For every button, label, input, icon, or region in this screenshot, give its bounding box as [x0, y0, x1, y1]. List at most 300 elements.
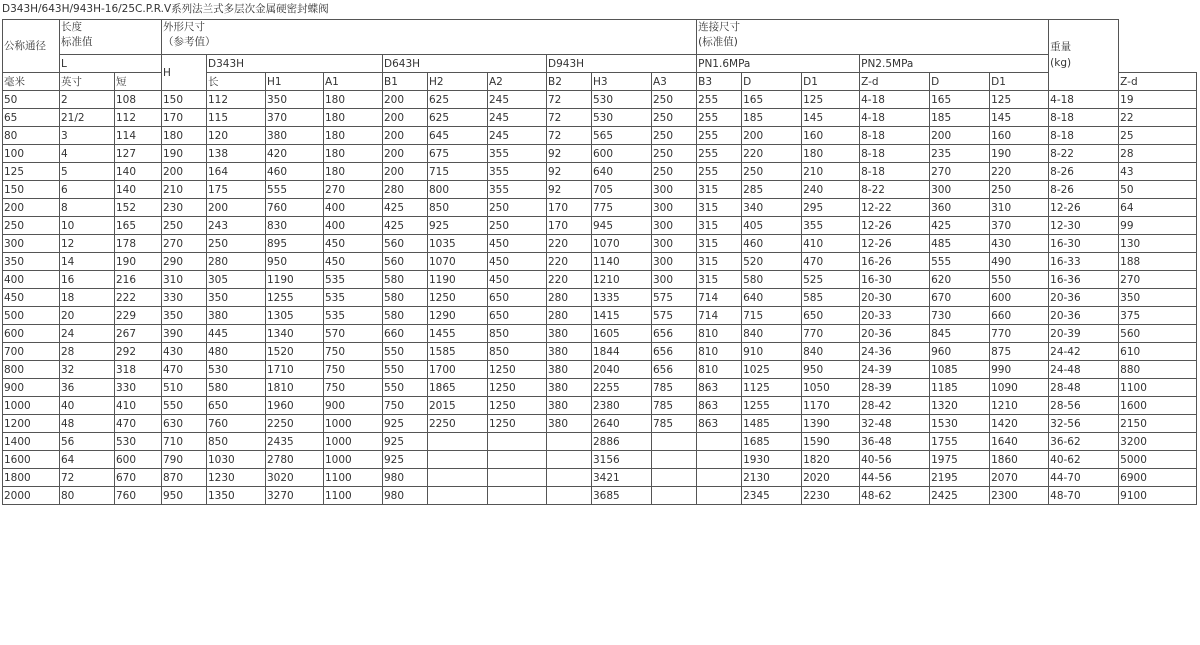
table-cell: 400	[3, 271, 60, 289]
table-cell: 200	[383, 163, 428, 181]
table-cell: 670	[115, 469, 162, 487]
table-cell: 750	[383, 397, 428, 415]
table-cell: 240	[802, 181, 860, 199]
table-cell: 565	[592, 127, 652, 145]
table-cell: 44-70	[1049, 469, 1119, 487]
table-cell: 24-42	[1049, 343, 1119, 361]
table-cell: 16-30	[860, 271, 930, 289]
table-cell: 670	[930, 289, 990, 307]
table-cell: 2000	[3, 487, 60, 505]
table-row	[3, 361, 1197, 379]
table-cell: 56	[60, 433, 115, 451]
table-cell: 863	[697, 415, 742, 433]
table-cell: 500	[3, 307, 60, 325]
table-cell: 650	[488, 307, 547, 325]
table-cell: 2300	[990, 487, 1049, 505]
table-cell	[697, 487, 742, 505]
table-row	[3, 145, 1197, 163]
table-cell: 1975	[930, 451, 990, 469]
table-cell	[428, 469, 488, 487]
header-pn25: PN2.5MPa	[860, 55, 1049, 73]
table-cell: 340	[742, 199, 802, 217]
table-cell: 210	[162, 181, 207, 199]
table-cell: 255	[697, 163, 742, 181]
table-cell	[488, 433, 547, 451]
table-cell: 292	[115, 343, 162, 361]
table-cell: 300	[652, 217, 697, 235]
table-row	[3, 289, 1197, 307]
table-cell: 610	[1119, 343, 1197, 361]
header-H3: H3	[592, 73, 652, 91]
table-cell: 1800	[3, 469, 60, 487]
table-body	[3, 91, 1197, 505]
header-D1-pn16: D1	[802, 73, 860, 91]
table-row	[3, 379, 1197, 397]
table-cell: 28-42	[860, 397, 930, 415]
table-cell: 20-36	[1049, 289, 1119, 307]
table-cell	[547, 469, 592, 487]
table-cell: 100	[3, 145, 60, 163]
table-cell: 220	[990, 163, 1049, 181]
table-cell: 250	[207, 235, 266, 253]
table-cell: 16-26	[860, 253, 930, 271]
table-cell: 1415	[592, 307, 652, 325]
table-cell: 40	[60, 397, 115, 415]
table-cell: 450	[488, 235, 547, 253]
table-cell: 445	[207, 325, 266, 343]
header-row-2	[3, 55, 1197, 73]
table-cell: 1320	[930, 397, 990, 415]
table-cell: 2250	[266, 415, 324, 433]
table-cell: 675	[428, 145, 488, 163]
table-cell: 910	[742, 343, 802, 361]
table-cell: 760	[266, 199, 324, 217]
table-cell: 760	[115, 487, 162, 505]
table-cell: 2435	[266, 433, 324, 451]
table-cell: 180	[802, 145, 860, 163]
table-row	[3, 127, 1197, 145]
table-cell: 845	[930, 325, 990, 343]
table-cell: 400	[324, 217, 383, 235]
header-A3: A3	[652, 73, 697, 91]
table-cell: 72	[547, 127, 592, 145]
table-cell: 243	[207, 217, 266, 235]
table-cell: 50	[3, 91, 60, 109]
table-cell: 1050	[802, 379, 860, 397]
table-cell: 300	[652, 253, 697, 271]
table-cell: 80	[3, 127, 60, 145]
table-cell: 2070	[990, 469, 1049, 487]
table-cell: 1255	[266, 289, 324, 307]
table-row	[3, 163, 1197, 181]
table-cell	[428, 433, 488, 451]
table-row	[3, 469, 1197, 487]
table-cell: 600	[990, 289, 1049, 307]
table-cell: 863	[697, 397, 742, 415]
table-cell: 2886	[592, 433, 652, 451]
table-cell: 1000	[324, 451, 383, 469]
table-cell: 1210	[592, 271, 652, 289]
table-cell	[697, 469, 742, 487]
table-cell	[547, 433, 592, 451]
table-cell: 785	[652, 415, 697, 433]
table-cell: 14	[60, 253, 115, 271]
table-cell: 925	[383, 451, 428, 469]
table-cell: 600	[592, 145, 652, 163]
table-cell: 900	[3, 379, 60, 397]
table-cell: 1085	[930, 361, 990, 379]
table-cell: 170	[547, 199, 592, 217]
table-cell: 700	[3, 343, 60, 361]
table-cell: 1860	[990, 451, 1049, 469]
table-cell: 28-39	[860, 379, 930, 397]
table-cell: 640	[742, 289, 802, 307]
table-cell: 255	[697, 109, 742, 127]
table-cell: 1420	[990, 415, 1049, 433]
table-cell: 315	[697, 271, 742, 289]
table-cell: 620	[930, 271, 990, 289]
table-cell: 180	[324, 109, 383, 127]
table-cell: 625	[428, 109, 488, 127]
header-long: 长	[207, 73, 266, 91]
table-cell	[697, 451, 742, 469]
table-cell: 1710	[266, 361, 324, 379]
table-cell: 2020	[802, 469, 860, 487]
table-cell: 250	[652, 127, 697, 145]
table-cell: 350	[1119, 289, 1197, 307]
table-cell: 1600	[1119, 397, 1197, 415]
table-cell: 4	[60, 145, 115, 163]
table-cell: 6	[60, 181, 115, 199]
table-cell: 1400	[3, 433, 60, 451]
table-cell: 50	[1119, 181, 1197, 199]
table-cell: 2425	[930, 487, 990, 505]
table-cell: 315	[697, 199, 742, 217]
table-cell: 775	[592, 199, 652, 217]
table-cell: 1600	[3, 451, 60, 469]
table-cell: 130	[1119, 235, 1197, 253]
table-cell: 180	[324, 145, 383, 163]
table-cell: 200	[3, 199, 60, 217]
header-A2: A2	[488, 73, 547, 91]
header-length: 长度 标准值	[60, 20, 162, 55]
table-cell: 770	[802, 325, 860, 343]
table-cell: 200	[383, 127, 428, 145]
table-cell: 380	[547, 379, 592, 397]
table-cell: 585	[802, 289, 860, 307]
table-cell: 1844	[592, 343, 652, 361]
table-cell	[488, 451, 547, 469]
table-cell: 152	[115, 199, 162, 217]
table-cell	[428, 487, 488, 505]
table-cell	[428, 451, 488, 469]
table-cell: 1485	[742, 415, 802, 433]
table-cell: 1930	[742, 451, 802, 469]
table-cell: 5	[60, 163, 115, 181]
table-cell: 625	[428, 91, 488, 109]
header-B1: B1	[383, 73, 428, 91]
table-cell: 19	[1119, 91, 1197, 109]
table-cell: 185	[742, 109, 802, 127]
table-cell: 840	[742, 325, 802, 343]
table-cell: 380	[266, 127, 324, 145]
table-cell: 300	[930, 181, 990, 199]
table-cell: 315	[697, 235, 742, 253]
table-cell: 8-22	[1049, 145, 1119, 163]
table-cell: 425	[383, 217, 428, 235]
table-cell: 310	[162, 271, 207, 289]
table-cell: 8-18	[860, 145, 930, 163]
table-cell: 2195	[930, 469, 990, 487]
table-cell: 1865	[428, 379, 488, 397]
table-cell: 16	[60, 271, 115, 289]
table-cell: 400	[324, 199, 383, 217]
table-cell: 530	[115, 433, 162, 451]
table-cell: 115	[207, 109, 266, 127]
table-cell: 112	[207, 91, 266, 109]
table-cell: 200	[383, 145, 428, 163]
table-cell: 750	[324, 379, 383, 397]
table-cell: 16-30	[1049, 235, 1119, 253]
table-cell: 1000	[3, 397, 60, 415]
table-cell: 140	[115, 163, 162, 181]
table-cell: 645	[428, 127, 488, 145]
table-cell: 850	[207, 433, 266, 451]
table-cell: 270	[162, 235, 207, 253]
table-cell: 925	[383, 415, 428, 433]
header-mm: 毫米	[3, 73, 60, 91]
table-cell: 380	[207, 307, 266, 325]
table-cell: 99	[1119, 217, 1197, 235]
table-cell: 24-39	[860, 361, 930, 379]
table-cell: 1255	[742, 397, 802, 415]
table-cell: 800	[3, 361, 60, 379]
table-cell	[697, 433, 742, 451]
table-cell: 1700	[428, 361, 488, 379]
table-cell: 210	[802, 163, 860, 181]
header-H2: H2	[428, 73, 488, 91]
table-cell: 250	[652, 145, 697, 163]
table-cell: 1185	[930, 379, 990, 397]
table-cell: 1605	[592, 325, 652, 343]
table-cell: 250	[652, 91, 697, 109]
table-row	[3, 271, 1197, 289]
table-cell: 315	[697, 181, 742, 199]
table-cell: 190	[115, 253, 162, 271]
table-cell: 220	[742, 145, 802, 163]
table-cell: 1250	[488, 361, 547, 379]
table-cell: 330	[115, 379, 162, 397]
table-cell: 790	[162, 451, 207, 469]
table-cell: 355	[488, 181, 547, 199]
table-cell: 230	[162, 199, 207, 217]
table-cell: 48	[60, 415, 115, 433]
table-cell: 1100	[324, 469, 383, 487]
table-cell: 65	[3, 109, 60, 127]
table-cell: 575	[652, 289, 697, 307]
table-cell: 3200	[1119, 433, 1197, 451]
table-cell: 180	[162, 127, 207, 145]
table-cell: 715	[742, 307, 802, 325]
table-cell: 1030	[207, 451, 266, 469]
table-cell: 510	[162, 379, 207, 397]
table-cell: 380	[547, 325, 592, 343]
table-cell: 1810	[266, 379, 324, 397]
table-cell: 600	[115, 451, 162, 469]
table-cell: 250	[488, 199, 547, 217]
table-cell: 250	[652, 109, 697, 127]
table-cell: 1250	[488, 397, 547, 415]
table-cell: 32	[60, 361, 115, 379]
table-cell: 600	[3, 325, 60, 343]
table-cell: 160	[990, 127, 1049, 145]
table-cell: 12-26	[860, 235, 930, 253]
table-cell: 535	[324, 289, 383, 307]
table-cell: 24-48	[1049, 361, 1119, 379]
table-cell: 1755	[930, 433, 990, 451]
table-cell: 10	[60, 217, 115, 235]
table-row	[3, 109, 1197, 127]
table-cell: 3156	[592, 451, 652, 469]
table-cell	[547, 451, 592, 469]
table-cell: 550	[990, 271, 1049, 289]
header-H1: H1	[266, 73, 324, 91]
table-cell: 300	[652, 199, 697, 217]
table-cell: 1530	[930, 415, 990, 433]
table-cell: 1820	[802, 451, 860, 469]
table-row	[3, 307, 1197, 325]
table-cell: 1250	[488, 379, 547, 397]
table-cell: 1210	[990, 397, 1049, 415]
table-cell: 220	[547, 235, 592, 253]
table-cell: 630	[162, 415, 207, 433]
table-cell: 580	[383, 289, 428, 307]
table-cell: 267	[115, 325, 162, 343]
table-cell: 8-22	[860, 181, 930, 199]
table-cell: 470	[162, 361, 207, 379]
table-cell: 180	[324, 91, 383, 109]
table-cell: 72	[547, 91, 592, 109]
table-cell: 235	[930, 145, 990, 163]
table-cell: 150	[3, 181, 60, 199]
table-cell: 1000	[324, 433, 383, 451]
table-row	[3, 91, 1197, 109]
table-cell: 285	[742, 181, 802, 199]
table-cell: 370	[990, 217, 1049, 235]
table-cell: 425	[930, 217, 990, 235]
table-cell: 114	[115, 127, 162, 145]
table-cell: 390	[162, 325, 207, 343]
table-cell: 64	[60, 451, 115, 469]
header-d943h: D943H	[547, 55, 697, 73]
table-cell: 48-70	[1049, 487, 1119, 505]
table-cell: 72	[60, 469, 115, 487]
table-cell: 555	[930, 253, 990, 271]
table-cell: 375	[1119, 307, 1197, 325]
table-cell: 1305	[266, 307, 324, 325]
table-cell: 980	[383, 487, 428, 505]
header-Zd-pn16: Z-d	[860, 73, 930, 91]
table-cell: 40-62	[1049, 451, 1119, 469]
table-cell: 650	[802, 307, 860, 325]
table-cell: 18	[60, 289, 115, 307]
table-cell: 145	[802, 109, 860, 127]
table-cell: 460	[742, 235, 802, 253]
table-cell: 1585	[428, 343, 488, 361]
table-cell: 485	[930, 235, 990, 253]
table-cell: 36	[60, 379, 115, 397]
table-cell: 255	[697, 91, 742, 109]
table-cell: 32-56	[1049, 415, 1119, 433]
table-cell: 12	[60, 235, 115, 253]
table-cell: 535	[324, 271, 383, 289]
table-cell: 2380	[592, 397, 652, 415]
table-cell: 245	[488, 91, 547, 109]
table-cell: 21/2	[60, 109, 115, 127]
table-cell: 1590	[802, 433, 860, 451]
table-cell	[652, 451, 697, 469]
table-row	[3, 199, 1197, 217]
table-cell: 125	[3, 163, 60, 181]
table-cell: 580	[383, 271, 428, 289]
table-cell: 656	[652, 361, 697, 379]
header-connection-dimensions: 连接尺寸 (标准值)	[697, 20, 1049, 55]
table-cell: 1100	[324, 487, 383, 505]
table-cell: 318	[115, 361, 162, 379]
table-cell: 450	[324, 253, 383, 271]
header-D-pn25: D	[930, 73, 990, 91]
table-cell: 200	[930, 127, 990, 145]
table-cell: 350	[266, 91, 324, 109]
page-title: D343H/643H/943H-16/25C.P.R.V系列法兰式多层次金属硬密封蝶阀	[2, 3, 329, 15]
table-cell: 800	[428, 181, 488, 199]
table-cell: 190	[162, 145, 207, 163]
table-cell: 1250	[428, 289, 488, 307]
table-cell: 250	[742, 163, 802, 181]
table-cell: 2780	[266, 451, 324, 469]
table-cell: 945	[592, 217, 652, 235]
table-cell: 2130	[742, 469, 802, 487]
table-cell: 880	[1119, 361, 1197, 379]
table-cell: 315	[697, 217, 742, 235]
table-cell: 24	[60, 325, 115, 343]
table-cell: 80	[60, 487, 115, 505]
table-cell: 1125	[742, 379, 802, 397]
table-cell: 2150	[1119, 415, 1197, 433]
table-cell: 1070	[428, 253, 488, 271]
table-cell: 410	[802, 235, 860, 253]
table-cell: 370	[266, 109, 324, 127]
table-cell: 705	[592, 181, 652, 199]
table-cell: 950	[162, 487, 207, 505]
table-cell: 170	[547, 217, 592, 235]
table-cell: 138	[207, 145, 266, 163]
table-cell: 710	[162, 433, 207, 451]
table-cell: 1455	[428, 325, 488, 343]
table-cell: 8-18	[1049, 127, 1119, 145]
table-cell: 24-36	[860, 343, 930, 361]
table-cell: 460	[266, 163, 324, 181]
table-cell: 12-26	[1049, 199, 1119, 217]
table-cell: 125	[802, 91, 860, 109]
table-cell: 550	[383, 361, 428, 379]
table-cell: 200	[383, 91, 428, 109]
table-cell: 925	[383, 433, 428, 451]
table-cell: 8	[60, 199, 115, 217]
table-cell: 550	[383, 343, 428, 361]
table-cell: 270	[324, 181, 383, 199]
table-cell: 300	[652, 181, 697, 199]
